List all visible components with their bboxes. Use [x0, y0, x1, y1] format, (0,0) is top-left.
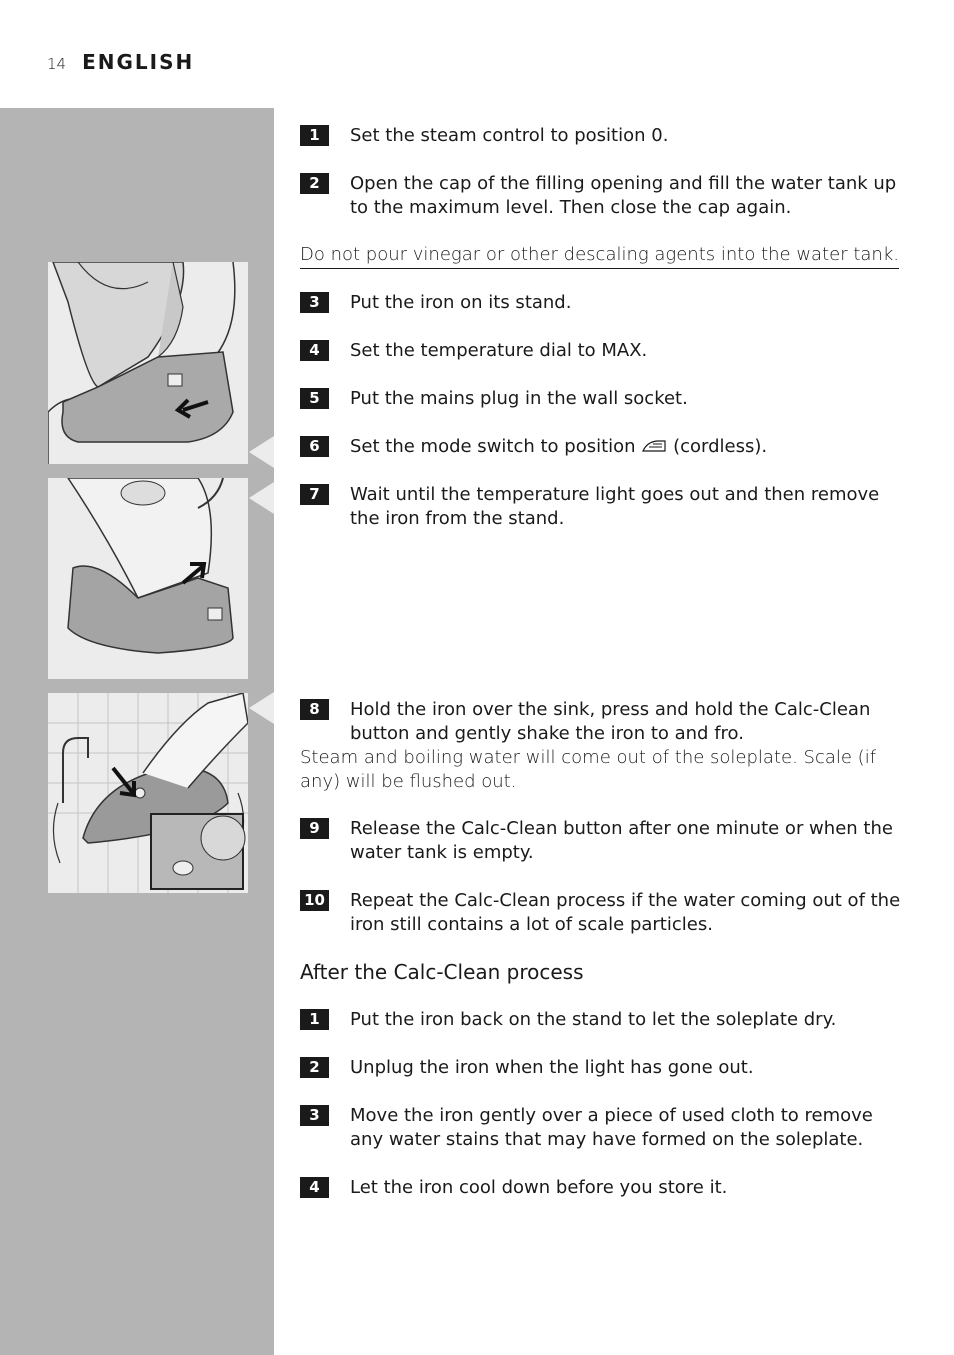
after-step-2 [300, 1056, 910, 1080]
step-text-before: Set the mode switch to position [350, 436, 636, 457]
step-text: Repeat the Calc-Clean process if the water coming out of the iron still contains a lot of scale particles. [350, 890, 901, 935]
step-text: Wait until the temperature light goes out and then remove the iron from the stand. [350, 484, 880, 529]
pointer-step-6 [249, 436, 274, 468]
step-text: Put the iron back on the stand to let the soleplate dry. [350, 1009, 837, 1030]
step-1 [300, 124, 910, 148]
calc-clean-illustration [48, 693, 248, 893]
step-text: Put the mains plug in the wall socket. [350, 388, 688, 409]
step-number: 5 [300, 388, 329, 409]
page-header [47, 50, 194, 78]
step-number: 8 [300, 699, 329, 720]
step-10 [300, 889, 910, 937]
illustration-calc-clean [48, 693, 248, 893]
step-8-note: Steam and boiling water will come out of the soleplate. Scale (if any) will be flushed out. [300, 747, 877, 792]
step-number: 1 [300, 125, 329, 146]
step-number: 10 [300, 890, 329, 911]
step-text: Move the iron gently over a piece of used cloth to remove any water stains that may have formed on the soleplate. [350, 1105, 873, 1150]
step-7 [300, 483, 910, 531]
step-text: Hold the iron over the sink, press and hold the Calc-Clean button and gently shake the iron to and fro. [350, 699, 871, 744]
step-number: 2 [300, 173, 329, 194]
cordless-iron-icon [641, 439, 667, 453]
step-number: 3 [300, 292, 329, 313]
step-text: Put the iron on its stand. [350, 292, 572, 313]
step-text: Set the temperature dial to MAX. [350, 340, 648, 361]
step-2 [300, 172, 910, 220]
pointer-step-8 [249, 692, 274, 724]
step-text: Set the steam control to position 0. [350, 125, 669, 146]
warning-note: Do not pour vinegar or other descaling agents into the water tank. [300, 243, 899, 269]
illustration-mode-switch [48, 262, 248, 464]
step-number: 7 [300, 484, 329, 505]
step-text: Release the Calc-Clean button after one minute or when the water tank is empty. [350, 818, 893, 863]
step-number: 3 [300, 1105, 329, 1126]
step-number: 4 [300, 1177, 329, 1198]
step-4 [300, 339, 910, 363]
illustration-remove-iron [48, 478, 248, 679]
step-8 [300, 698, 910, 746]
section-title: ENGLISH [82, 50, 195, 74]
after-step-4 [300, 1176, 910, 1200]
step-3 [300, 291, 910, 315]
step-number: 9 [300, 818, 329, 839]
step-text-after: (cordless). [673, 436, 768, 457]
step-5 [300, 387, 910, 411]
step-number: 6 [300, 436, 329, 457]
step-text: Open the cap of the filling opening and fill the water tank up to the maximum level. Then close the cap again. [350, 173, 897, 218]
step-number: 2 [300, 1057, 329, 1078]
step-number: 1 [300, 1009, 329, 1030]
step-number: 4 [300, 340, 329, 361]
iron-on-stand-illustration [48, 262, 248, 464]
page-number: 14 [47, 55, 67, 73]
remove-iron-illustration [48, 478, 248, 679]
after-calc-clean-heading: After the Calc-Clean process [300, 960, 584, 984]
step-9 [300, 817, 910, 865]
after-step-3 [300, 1104, 910, 1152]
step-6 [300, 435, 910, 459]
step-text: Unplug the iron when the light has gone out. [350, 1057, 754, 1078]
step-text: Let the iron cool down before you store it. [350, 1177, 728, 1198]
after-step-1 [300, 1008, 910, 1032]
step-text [350, 435, 910, 459]
pointer-step-7 [249, 482, 274, 514]
